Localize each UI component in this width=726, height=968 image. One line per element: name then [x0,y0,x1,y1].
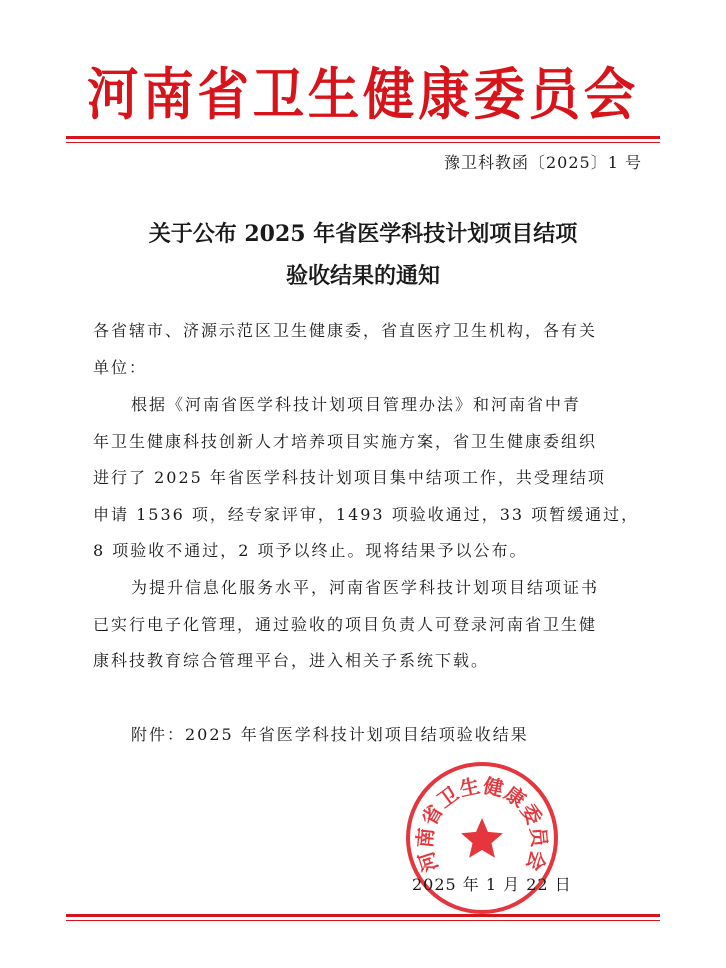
signature-date: 2025 年 1 月 22 日 [412,875,572,894]
footer-rule-thick [66,914,660,917]
notice-title-line-2: 验收结果的通知 [285,263,440,289]
paragraph-2-line-3: 康科技教育综合管理平台，进入相关子系统下载。 [93,651,490,670]
paragraph-1-line-4: 申请 1536 项，经专家评审，1493 项验收通过，33 项暂缓通过， [93,505,640,524]
salutation-line-2: 单位： [93,358,148,377]
salutation-line-1: 各省辖市、济源示范区卫生健康委，省直医疗卫生机构，各有关 [93,321,598,340]
seal-text: 河南省卫生健康委员会 [412,773,552,875]
footer-rule-thin [66,920,660,921]
paragraph-1-line-1: 根据《河南省医学科技计划项目管理办法》和河南省中青 [131,395,582,414]
paragraph-1-line-2: 年卫生健康科技创新人才培养项目实施方案，省卫生健康委组织 [93,432,598,451]
header-rule-thick [66,136,660,139]
paragraph-2-line-2: 已实行电子化管理，通过验收的项目负责人可登录河南省卫生健 [93,615,598,634]
notice-title-line-1: 关于公布 2025 年省医学科技计划项目结项 [148,221,578,247]
issuer-title: 河南省卫生健康委员会 [87,63,640,128]
paragraph-1-line-5: 8 项验收不通过，2 项予以终止。现将结果予以公布。 [93,541,528,560]
document-number: 豫卫科教函〔2025〕1 号 [444,153,642,172]
seal-star-icon [461,818,503,858]
attachment-line: 附件：2025 年省医学科技计划项目结项验收结果 [131,725,529,744]
paragraph-2-line-1: 为提升信息化服务水平，河南省医学科技计划项目结项证书 [131,578,600,597]
header-rule-thin [66,142,660,143]
paragraph-1-line-3: 进行了 2025 年省医学科技计划项目集中结项工作，共受理结项 [93,468,606,487]
